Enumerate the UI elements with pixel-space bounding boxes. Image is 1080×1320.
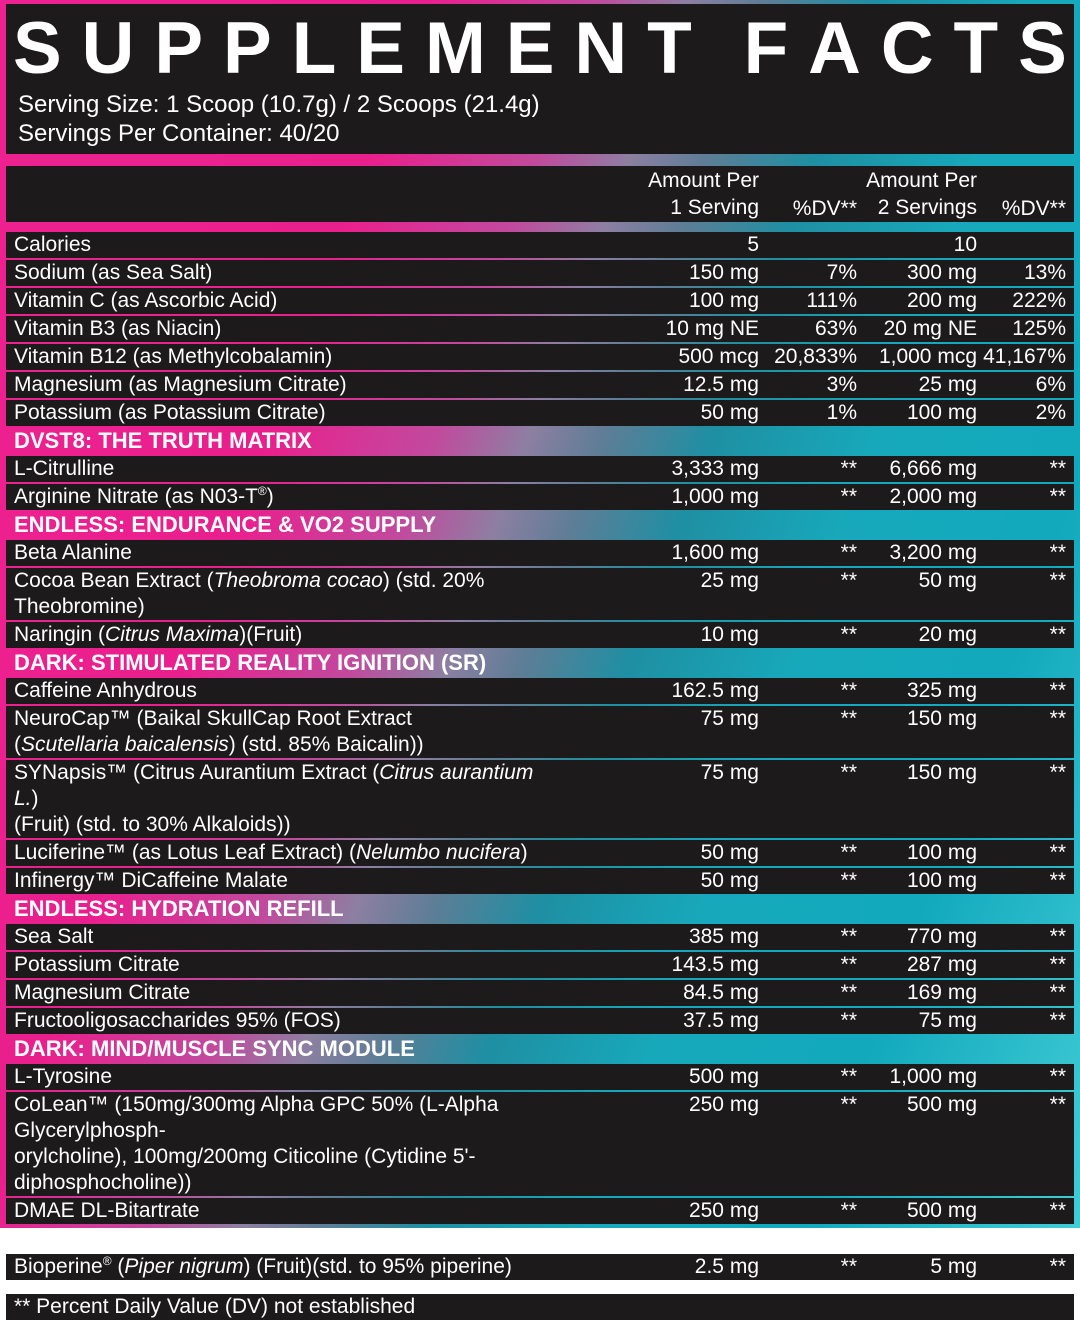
ingredient-name-segment: NeuroCap™ (Baikal SkullCap Root Extract (14, 707, 412, 730)
gradient-divider (6, 154, 1074, 166)
title-letter: F (743, 8, 789, 89)
dv-1-serving: 1% (826, 401, 857, 424)
dv-1-serving: ** (840, 623, 857, 646)
dv-1-serving: 111% (806, 289, 857, 312)
amount-1-serving: 3,333 mg (671, 457, 759, 480)
dv-1-serving: ** (840, 679, 857, 702)
col-dv-2 (977, 195, 1066, 222)
dv-2-servings: ** (1049, 761, 1066, 784)
dv-2-servings: ** (1049, 953, 1066, 976)
dv-2-servings: ** (1049, 981, 1066, 1004)
ingredient-row (6, 1092, 1074, 1196)
col-amount2-line1: Amount Per (866, 169, 977, 192)
dv-1-serving: ** (840, 541, 857, 564)
ingredient-name-segment: DMAE DL-Bitartrate (14, 1199, 200, 1222)
dv-2-servings: 222% (1012, 289, 1066, 312)
amount-2-servings: 75 mg (918, 1009, 977, 1032)
amount-2-servings: 150 mg (906, 761, 977, 784)
amount-2-servings: 100 mg (906, 401, 977, 424)
ingredient-name-segment: Sea Salt (14, 925, 94, 948)
amount-1-serving: 50 mg (700, 869, 759, 892)
amount-1-serving: 50 mg (700, 401, 759, 424)
amount-1-serving: 500 mcg (678, 345, 759, 368)
ingredient-row (6, 1064, 1074, 1090)
amount-1-serving: 162.5 mg (671, 679, 759, 702)
ingredient-name (14, 868, 559, 894)
ingredient-name-segment: Nelumbo nucifera (355, 841, 521, 864)
amount-2-servings: 1,000 mg (889, 1065, 977, 1088)
ingredient-row (6, 1198, 1074, 1224)
ingredient-name-segment: Magnesium Citrate (14, 981, 191, 1004)
ingredient-row (6, 456, 1074, 482)
dv-1-serving: ** (840, 707, 857, 730)
amount-2-servings: 500 mg (906, 1093, 977, 1116)
dv-2-servings: ** (1049, 1093, 1066, 1116)
title-letter: T (647, 8, 692, 89)
ingredient-row (6, 1254, 1074, 1280)
amount-1-serving: 250 mg (688, 1093, 759, 1116)
dv-2-servings: ** (1049, 841, 1066, 864)
ingredient-name-segment: SYNapsis™ (Citrus Aurantium Extract ( (14, 761, 380, 784)
ingredient-name (14, 1064, 559, 1090)
ingredient-name (14, 622, 559, 648)
ingredient-name (14, 344, 559, 370)
ingredient-name (14, 288, 559, 314)
ingredient-name-segment: ( (111, 1255, 125, 1278)
ingredient-name-segment: ® (102, 1254, 112, 1268)
dv-2-servings: 2% (1035, 401, 1066, 424)
amount-2-servings: 150 mg (906, 707, 977, 730)
ingredient-row (6, 540, 1074, 566)
dv-1-serving: ** (840, 981, 857, 1004)
amount-1-serving: 75 mg (700, 761, 759, 784)
ingredient-row (6, 1008, 1074, 1034)
ingredient-name (14, 924, 559, 950)
title-letter: A (808, 8, 861, 89)
ingredient-name (14, 316, 559, 342)
section-header: DARK: STIMULATED REALITY IGNITION (SR) (14, 650, 487, 675)
dv-1-serving: ** (840, 1009, 857, 1032)
amount-2-servings: 3,200 mg (889, 541, 977, 564)
ingredient-name-segment: Fructooligosaccharides 95% (FOS) (14, 1009, 341, 1032)
section-header: EVERY LAST DROP: ABSORBTION PROTOCOL (14, 1226, 512, 1251)
amount-2-servings: 25 mg (918, 373, 977, 396)
dv-2-servings: ** (1049, 869, 1066, 892)
ingredient-row (6, 260, 1074, 286)
title-letter: N (574, 8, 628, 89)
ingredient-name-segment: ® (257, 484, 267, 498)
footnote: ** Percent Daily Value (DV) not established (6, 1294, 1074, 1320)
ingredient-row (6, 622, 1074, 648)
dv-1-serving: 20,833% (774, 345, 857, 368)
ingredient-name-segment: ) (std. 20% Theobromine) (14, 569, 485, 618)
dv-2-servings: ** (1049, 1009, 1066, 1032)
ingredient-name (14, 840, 559, 866)
ingredient-name-segment: Vitamin C (as Ascorbic Acid) (14, 289, 278, 312)
ingredient-name-segment: Bioperine (14, 1255, 103, 1278)
dv-2-servings: ** (1049, 707, 1066, 730)
dv-2-servings: ** (1049, 569, 1066, 592)
dv-1-serving: ** (840, 1065, 857, 1088)
col-amount2-line2: 2 Servings (877, 196, 977, 219)
amount-2-servings: 5 mg (930, 1255, 977, 1278)
ingredient-row (6, 952, 1074, 978)
ingredient-name (14, 260, 559, 286)
amount-1-serving: 37.5 mg (683, 1009, 759, 1032)
ingredient-name (14, 706, 559, 758)
ingredient-row (6, 344, 1074, 370)
amount-1-serving: 150 mg (688, 261, 759, 284)
amount-1-serving: 1,600 mg (671, 541, 759, 564)
ingredient-name (14, 372, 559, 398)
amount-1-serving: 75 mg (700, 707, 759, 730)
amount-1-serving: 50 mg (700, 841, 759, 864)
amount-2-servings: 200 mg (906, 289, 977, 312)
dv-1-serving: ** (840, 925, 857, 948)
dv-2-servings: ** (1049, 1255, 1066, 1278)
ingredient-row (6, 316, 1074, 342)
dv-2-servings: ** (1049, 485, 1066, 508)
amount-1-serving: 10 mg (700, 623, 759, 646)
ingredient-name-segment: ) (520, 841, 528, 864)
dv-1-serving: ** (840, 761, 857, 784)
ingredient-name-segment: CoLean™ (150mg/300mg Alpha GPC 50% (L-Alpha Glycerylphosph- (14, 1093, 499, 1142)
ingredient-name-segment: Beta Alanine (14, 541, 132, 564)
col-amount1-line2: 1 Serving (670, 196, 759, 219)
ingredient-row (6, 372, 1074, 398)
ingredient-name (14, 232, 559, 258)
ingredient-name-segment: Theobroma cocao (213, 569, 383, 592)
ingredient-rows (6, 232, 1074, 1280)
ingredient-row (6, 400, 1074, 426)
ingredient-name (14, 1198, 559, 1224)
section-header: DVST8: THE TRUTH MATRIX (14, 428, 312, 453)
ingredient-name (14, 456, 559, 482)
dv-1-serving: ** (840, 1255, 857, 1278)
amount-2-servings: 169 mg (906, 981, 977, 1004)
dv-1-serving: ** (840, 1199, 857, 1222)
title-letter: M (424, 8, 486, 89)
amount-2-servings: 6,666 mg (889, 457, 977, 480)
col-amount-per-2-servings (857, 167, 977, 222)
dv-2-servings: ** (1049, 541, 1066, 564)
amount-1-serving: 5 (747, 233, 759, 256)
ingredient-name (14, 678, 559, 704)
amount-2-servings: 2,000 mg (889, 485, 977, 508)
amount-2-servings: 20 mg NE (883, 317, 977, 340)
title-letter: S (1018, 8, 1067, 89)
ingredient-name (14, 980, 559, 1006)
ingredient-name-segment: Potassium Citrate (14, 953, 180, 976)
ingredient-name-segment: L-Tyrosine (14, 1065, 113, 1088)
ingredient-row (6, 980, 1074, 1006)
dv-1-serving: ** (840, 485, 857, 508)
col-dv2-label: %DV** (1001, 197, 1066, 220)
ingredient-name-segment: ) (31, 787, 39, 810)
ingredient-name-segment: ) (std. 85% Baicalin)) (228, 733, 424, 756)
ingredient-name-segment: Infinergy™ DiCaffeine Malate (14, 869, 288, 892)
amount-2-servings: 287 mg (906, 953, 977, 976)
amount-2-servings: 100 mg (906, 869, 977, 892)
ingredient-name (14, 540, 559, 566)
ingredient-name-segment: Caffeine Anhydrous (14, 679, 197, 702)
ingredient-name-segment: Naringin ( (14, 623, 106, 646)
ingredient-name-segment: Luciferine™ (as Lotus Leaf Extract) ( (14, 841, 356, 864)
ingredient-name (14, 1254, 559, 1280)
amount-2-servings: 300 mg (906, 261, 977, 284)
amount-2-servings: 325 mg (906, 679, 977, 702)
ingredient-name-segment: Calories (14, 233, 92, 256)
ingredient-row (6, 706, 1074, 758)
dv-2-servings: 41,167% (983, 345, 1066, 368)
serving-size-line: Serving Size: 1 Scoop (10.7g) / 2 Scoops (21.4g) (18, 91, 540, 118)
col-amount-per-1-serving (559, 167, 759, 222)
ingredient-row (6, 568, 1074, 620)
dv-2-servings: ** (1049, 1065, 1066, 1088)
ingredient-row (6, 924, 1074, 950)
title-letter: U (81, 8, 135, 89)
ingredient-row (6, 232, 1074, 258)
dv-2-servings: 125% (1012, 317, 1066, 340)
ingredient-name-segment: Citrus Maxima (105, 623, 240, 646)
amount-1-serving: 10 mg NE (665, 317, 759, 340)
dv-2-servings: ** (1049, 925, 1066, 948)
ingredient-name-segment: L-Citrulline (14, 457, 115, 480)
section-header: ENDLESS: HYDRATION REFILL (14, 896, 344, 921)
label-header-panel (6, 4, 1074, 154)
ingredient-name-segment: Vitamin B3 (as Niacin) (14, 317, 222, 340)
ingredient-name (14, 1008, 559, 1034)
amount-1-serving: 1,000 mg (671, 485, 759, 508)
title-letter: E (505, 8, 555, 89)
dv-1-serving: ** (840, 953, 857, 976)
ingredient-name-segment: ( (14, 733, 21, 756)
dv-1-serving: 3% (826, 373, 857, 396)
ingredient-name-segment: ) (Fruit)(std. to 95% piperine) (243, 1255, 512, 1278)
ingredient-name-segment: Cocoa Bean Extract ( (14, 569, 214, 592)
dv-1-serving: ** (840, 1093, 857, 1116)
ingredient-name-segment: orylcholine), 100mg/200mg Citicoline (Cytidine 5'-diphosphocholine)) (14, 1145, 476, 1194)
ingredient-row (6, 868, 1074, 894)
amount-2-servings: 500 mg (906, 1199, 977, 1222)
ingredient-name-segment: Scutellaria baicalensis (21, 733, 229, 756)
ingredient-row (6, 678, 1074, 704)
dv-1-serving: ** (840, 869, 857, 892)
section-header: DARK: MIND/MUSCLE SYNC MODULE (14, 1036, 415, 1061)
amount-2-servings: 770 mg (906, 925, 977, 948)
ingredient-name (14, 1092, 559, 1196)
ingredient-name (14, 760, 559, 838)
col-dv1-label: %DV** (792, 197, 857, 220)
ingredient-name (14, 484, 559, 510)
table-column-header (6, 166, 1074, 222)
dv-1-serving: 7% (826, 261, 857, 284)
dv-2-servings: ** (1049, 1199, 1066, 1222)
amount-2-servings: 1,000 mcg (878, 345, 977, 368)
amount-2-servings: 100 mg (906, 841, 977, 864)
label-title (13, 8, 1067, 90)
gradient-divider (6, 1282, 1074, 1294)
ingredient-row (6, 484, 1074, 510)
title-letter (712, 12, 724, 86)
ingredient-row (6, 840, 1074, 866)
dv-2-servings: 6% (1035, 373, 1066, 396)
amount-1-serving: 500 mg (688, 1065, 759, 1088)
title-letter: P (154, 8, 204, 89)
dv-1-serving: ** (840, 841, 857, 864)
dv-1-serving: ** (840, 457, 857, 480)
ingredient-name-segment: ) (266, 485, 274, 508)
section-header: ENDLESS: ENDURANCE & VO2 SUPPLY (14, 512, 437, 537)
servings-per-container-line: Servings Per Container: 40/20 (18, 120, 340, 147)
dv-2-servings: ** (1049, 679, 1066, 702)
title-letter: C (880, 8, 934, 89)
ingredient-name-segment: (Fruit) (std. to 30% Alkaloids)) (14, 813, 291, 836)
dv-1-serving: 63% (814, 317, 857, 340)
amount-1-serving: 250 mg (688, 1199, 759, 1222)
dv-2-servings: ** (1049, 457, 1066, 480)
col-dv-1 (759, 195, 857, 222)
col-amount1-line1: Amount Per (648, 169, 759, 192)
amount-1-serving: 84.5 mg (683, 981, 759, 1004)
ingredient-row (6, 760, 1074, 838)
ingredient-name (14, 400, 559, 426)
amount-1-serving: 143.5 mg (671, 953, 759, 976)
dv-2-servings: 13% (1023, 261, 1066, 284)
ingredient-name (14, 952, 559, 978)
ingredient-name (14, 568, 559, 620)
amount-1-serving: 100 mg (688, 289, 759, 312)
amount-1-serving: 25 mg (700, 569, 759, 592)
ingredient-name-segment: Magnesium (as Magnesium Citrate) (14, 373, 347, 396)
ingredient-name-segment: Citrus aurantium L. (14, 761, 534, 810)
amount-1-serving: 12.5 mg (683, 373, 759, 396)
ingredient-row (6, 288, 1074, 314)
title-letter: S (13, 8, 62, 89)
title-letter: P (223, 8, 272, 89)
ingredient-name-segment: )(Fruit) (239, 623, 303, 646)
ingredient-name-segment: Potassium (as Potassium Citrate) (14, 401, 326, 424)
amount-2-servings: 50 mg (918, 569, 977, 592)
dv-2-servings: ** (1049, 623, 1066, 646)
title-letter: L (291, 8, 337, 89)
ingredient-name-segment: Arginine Nitrate (as N03-T (14, 485, 258, 508)
amount-2-servings: 10 (953, 233, 977, 256)
amount-1-serving: 385 mg (688, 925, 759, 948)
ingredient-name-segment: Piper nigrum (124, 1255, 244, 1278)
title-letter: T (953, 8, 999, 89)
ingredient-name-segment: Sodium (as Sea Salt) (14, 261, 213, 284)
amount-2-servings: 20 mg (918, 623, 977, 646)
amount-1-serving: 2.5 mg (694, 1255, 759, 1278)
title-letter: E (356, 8, 405, 89)
ingredient-name-segment: Vitamin B12 (as Methylcobalamin) (14, 345, 333, 368)
col-ingredient-spacer (14, 167, 559, 222)
dv-1-serving: ** (840, 569, 857, 592)
gradient-divider (6, 222, 1074, 232)
